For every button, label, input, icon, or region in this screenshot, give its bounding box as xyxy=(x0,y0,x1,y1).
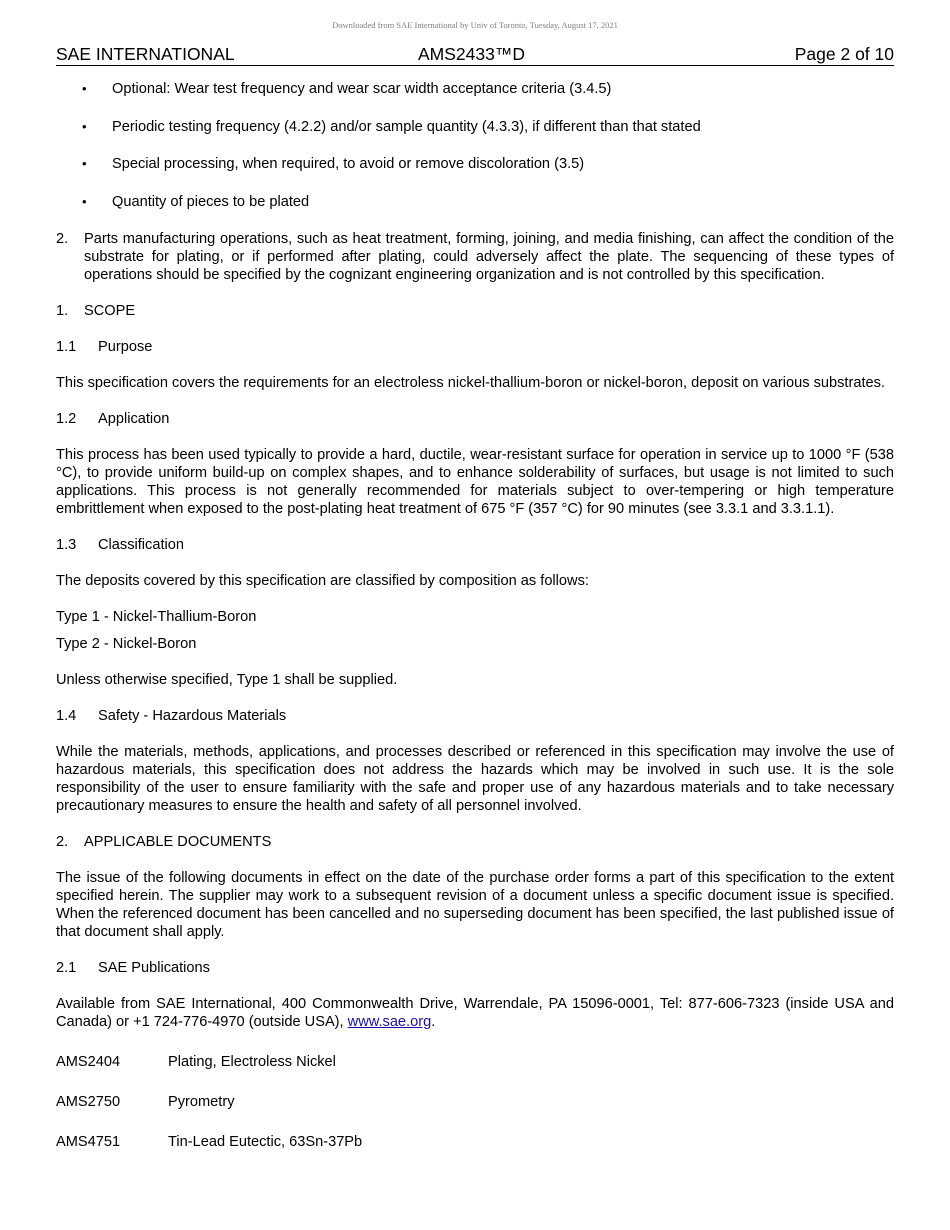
section-title: APPLICABLE DOCUMENTS xyxy=(84,834,272,850)
list-item xyxy=(56,155,894,173)
header-doc-number: AMS2433™D xyxy=(418,44,525,64)
section-heading-purpose xyxy=(56,338,894,356)
section-heading-sae-publications xyxy=(56,959,894,977)
document-title: Pyrometry xyxy=(168,1094,235,1110)
list-item xyxy=(56,193,894,211)
section-heading-classification xyxy=(56,536,894,554)
bullet-icon: • xyxy=(82,81,87,96)
list-item-text: Periodic testing frequency (4.2.2) and/or sample quantity (4.3.3), if different than that stated xyxy=(112,118,701,135)
applicable-documents-paragraph: The issue of the following documents in effect on the date of the purchase order forms a part of this specification to the extent specified herein. The supplier may work to a subsequent revision of a document unless a specific document issue is specified. When the referenced document has been cancelled and no superseding document has been specified, the last published issue of that document shall apply. xyxy=(56,870,894,940)
document-body xyxy=(56,80,894,1173)
list-item-text: Optional: Wear test frequency and wear scar width acceptance criteria (3.4.5) xyxy=(112,81,612,97)
section-title: Classification xyxy=(98,537,184,553)
bullet-icon: • xyxy=(82,118,87,134)
type-2-line: Type 2 - Nickel-Boron xyxy=(56,636,197,652)
section-title: Application xyxy=(98,411,170,427)
classification-default-note: Unless otherwise specified, Type 1 shall be supplied. xyxy=(56,672,398,688)
document-id: AMS2404 xyxy=(56,1054,121,1070)
section-heading-safety xyxy=(56,707,894,725)
type-1-line: Type 1 - Nickel-Thallium-Boron xyxy=(56,609,257,625)
list-item xyxy=(56,80,894,98)
section-title: SAE Publications xyxy=(98,960,210,976)
purpose-paragraph: This specification covers the requirements for an electroless nickel-thallium-boron or nickel-boron, deposit on various substrates. xyxy=(56,375,885,391)
section-number: 1.3 xyxy=(56,537,77,553)
section-number: 1.2 xyxy=(56,411,77,427)
document-row xyxy=(56,1053,894,1071)
section-number: 1.4 xyxy=(56,708,77,724)
availability-period: . xyxy=(431,1014,436,1030)
document-id: AMS4751 xyxy=(56,1134,121,1150)
document-id: AMS2750 xyxy=(56,1094,121,1110)
note-number: 2. xyxy=(56,231,69,247)
section-heading-application xyxy=(56,410,894,428)
section-title: Safety - Hazardous Materials xyxy=(98,708,287,724)
document-row xyxy=(56,1093,894,1111)
safety-paragraph: While the materials, methods, applications, and processes described or referenced in this specification may involve the use of hazardous materials, this specification does not address the hazards which may be involved in such use. It is the sole responsibility of the user to ensure familiarity with the safe and proper use of any hazardous materials and to take necessary precautionary measures to ensure the health and safety of all personnel involved. xyxy=(56,744,894,814)
list-item xyxy=(56,118,894,136)
header-page-number: Page 2 of 10 xyxy=(794,44,894,64)
download-watermark: Downloaded from SAE International by Univ of Toronto, Tuesday, August 17, 2021 xyxy=(332,20,618,30)
document-row xyxy=(56,1133,894,1151)
section-number: 2. xyxy=(56,834,69,850)
ordering-info-list xyxy=(56,80,894,211)
section-title: SCOPE xyxy=(84,303,136,319)
section-title: Purpose xyxy=(98,339,153,355)
document-title: Tin-Lead Eutectic, 63Sn-37Pb xyxy=(168,1134,363,1150)
section-number: 2.1 xyxy=(56,960,77,976)
section-heading-applicable-documents xyxy=(56,833,894,851)
section-number: 1. xyxy=(56,303,69,319)
bullet-icon: • xyxy=(82,193,87,209)
bullet-icon: • xyxy=(82,156,87,171)
sae-availability-paragraph xyxy=(56,995,894,1031)
list-item-text: Special processing, when required, to avoid or remove discoloration (3.5) xyxy=(112,156,585,172)
section-number: 1.1 xyxy=(56,339,77,355)
list-item-text: Quantity of pieces to be plated xyxy=(112,193,310,210)
sae-website-link[interactable]: www.sae.org xyxy=(347,1014,432,1030)
header-org: SAE INTERNATIONAL xyxy=(56,44,235,64)
classification-intro: The deposits covered by this specification are classified by composition as follows: xyxy=(56,573,589,589)
page-header xyxy=(56,44,894,66)
note-text: Parts manufacturing operations, such as heat treatment, forming, joining, and media finishing, can affect the condition of the substrate for plating, or if performed after plating, could adversely affect the plate. The sequencing of these types of operations should be specified by the cognizant engineering organization and is not controlled by this specification. xyxy=(84,231,894,283)
application-paragraph: This process has been used typically to provide a hard, ductile, wear-resistant surface for operation in service up to 1000 °F (538 °C), to provide uniform build-up on complex shapes, and to enhance solderability of surfaces, but usage is not limited to such applications. This process is not generally recommended for materials subject to over-tempering or high temperature embrittlement when exposed to the post-plating heat treatment of 675 °F (357 °C) for 90 minutes (see 3.3.1 and 3.3.1.1). xyxy=(56,447,894,517)
note-2 xyxy=(56,230,894,284)
document-title: Plating, Electroless Nickel xyxy=(168,1054,336,1070)
section-heading-scope xyxy=(56,302,894,320)
availability-text: Available from SAE International, 400 Commonwealth Drive, Warrendale, PA 15096-0001, Tel: 877-606-7323 (inside USA and Canada) or +1 724-776-4970 (outside USA), xyxy=(56,996,894,1030)
